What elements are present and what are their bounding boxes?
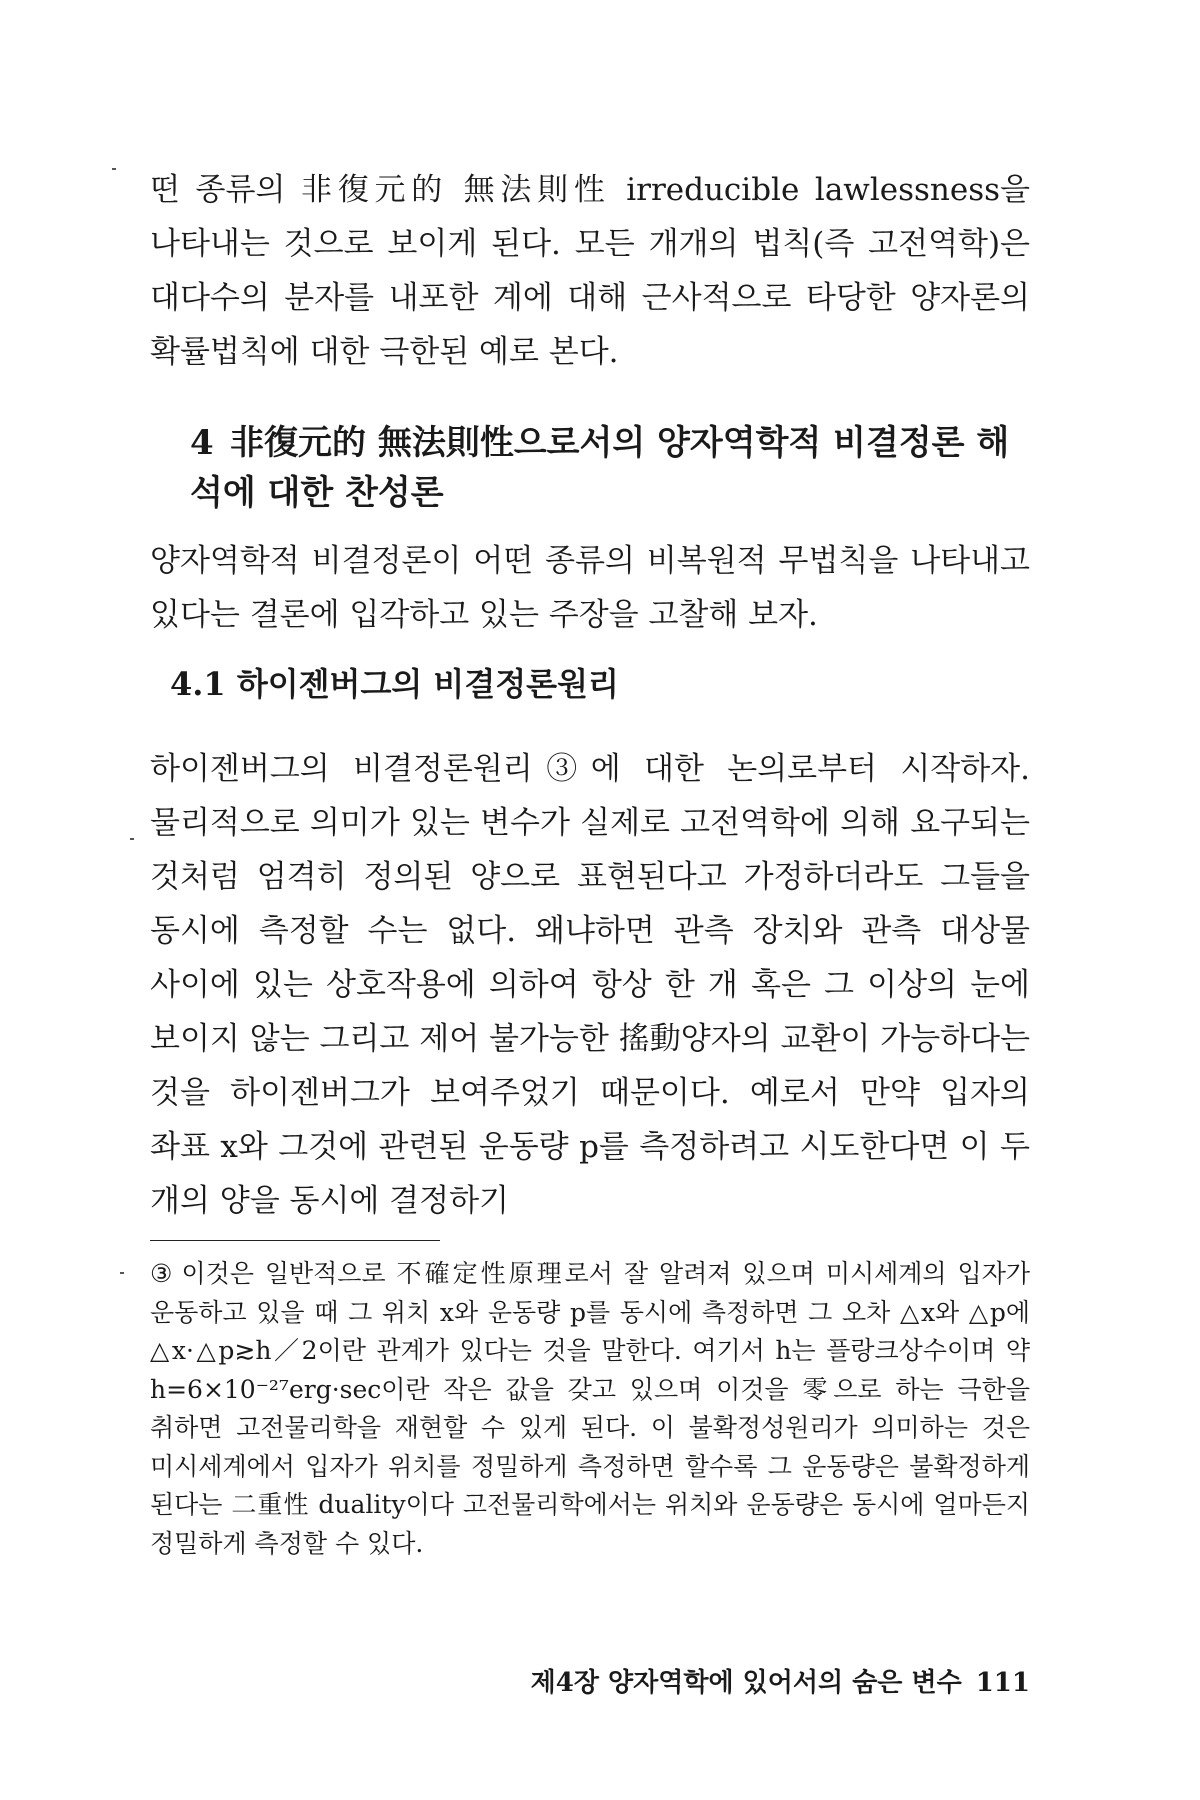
section-heading bbox=[190, 418, 1030, 518]
footnote-text: 이것은 일반적으로 不確定性原理로서 잘 알려져 있으며 미시세계의 입자가 운동하고 있을 때 그 위치 x와 운동량 p를 동시에 측정하면 그 오차 △x와 △p에 △x·△p≳h／2이란 관계가 있다는 것을 말한다. 여기서 h는 플랑크상수이며 약 h=6×10⁻²⁷erg·sec이란 작은 값을 갖고 있으며 이것을 零으로 하는 극한을 취하면 고전물리학을 재현할 수 있게 된다. 이 불확정성원리가 의미하는 것은 미시세계에서 입자가 위치를 정밀하게 측정하면 할수록 그 운동량은 불확정하게 된다는 二重性 duality이다 고전물리학에서는 위치와 운동량은 동시에 얼마든지 정밀하게 측정할 수 있다. bbox=[150, 1259, 1030, 1558]
subsection-title: 하이젠버그의 비결정론원리 bbox=[236, 665, 619, 703]
scan-speck bbox=[130, 838, 134, 840]
scan-speck bbox=[120, 1272, 124, 1274]
body-paragraph-1: 떤 종류의 非復元的 無法則性 irreducible lawlessness을 나타내는 것으로 보이게 된다. 모든 개개의 법칙(즉 고전역학)은 대다수의 분자를 내포한 계에 대해 근사적으로 타당한 양자론의 확률법칙에 대한 극한된 예로 본다. bbox=[150, 172, 1030, 370]
page-number: 111 bbox=[975, 1668, 1030, 1698]
section-number: 4 bbox=[190, 423, 214, 463]
subsection-number: 4.1 bbox=[170, 665, 226, 703]
chapter-title: 제4장 양자역학에 있어서의 숨은 변수 bbox=[530, 1668, 962, 1698]
footnote bbox=[150, 1255, 1030, 1563]
scan-speck bbox=[112, 168, 116, 170]
subsection-heading bbox=[170, 660, 1030, 708]
running-footer bbox=[531, 1665, 1030, 1701]
body-paragraph-2: 양자역학적 비결정론이 어떤 종류의 비복원적 무법칙을 나타내고 있다는 결론에 입각하고 있는 주장을 고찰해 보자. bbox=[150, 543, 1030, 633]
footnote-separator bbox=[150, 1240, 440, 1241]
section-title: 非復元的 無法則性으로서의 양자역학적 비결정론 해석에 대한 찬성론 bbox=[190, 423, 1010, 513]
body-paragraph-3: 하이젠버그의 비결정론원리③에 대한 논의로부터 시작하자. 물리적으로 의미가 있는 변수가 실제로 고전역학에 의해 요구되는 것처럼 엄격히 정의된 양으로 표현된다고 가정하더라도 그들을 동시에 측정할 수는 없다. 왜냐하면 관측 장치와 관측 대상물 사이에 있는 상호작용에 의하여 항상 한 개 혹은 그 이상의 눈에 보이지 않는 그리고 제어 불가능한 搖動양자의 교환이 가능하다는 것을 하이젠버그가 보여주었기 때문이다. 예로서 만약 입자의 좌표 x와 그것에 관련된 운동량 p를 측정하려고 시도한다면 이 두 개의 양을 동시에 결정하기 bbox=[150, 751, 1030, 1219]
footnote-mark: ③ bbox=[150, 1259, 176, 1288]
